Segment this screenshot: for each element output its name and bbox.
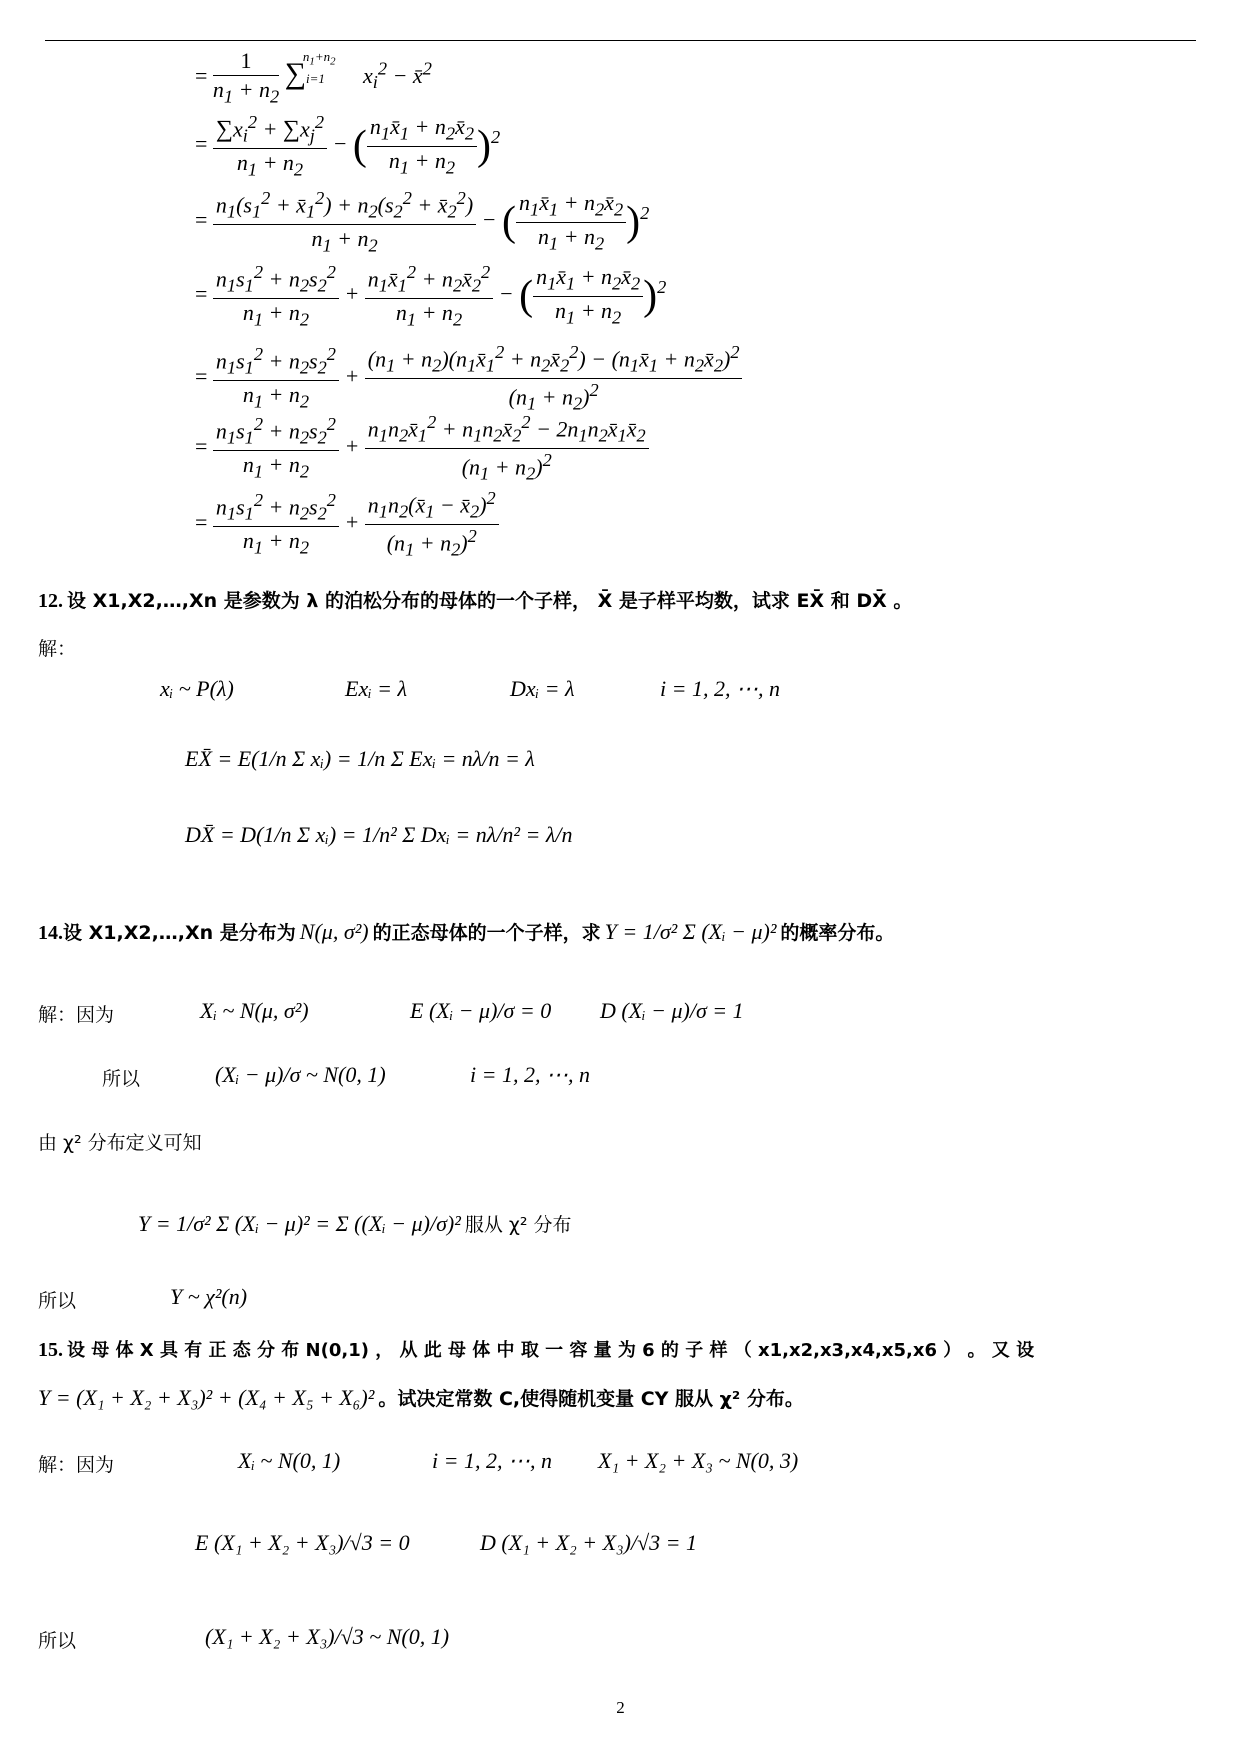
q12-line1-d: i = 1, 2, ⋯, n [660,676,780,701]
q14-because: 解：因为 [38,1004,115,1026]
q15-l2a: E (X₁ + X₂ + X₃)/√3 = 0 [195,1530,410,1555]
q15-so: 所以 [38,1630,77,1652]
derivation-line-3: = $\frac{n_1(s_1^2 + x̄_1^2) + n_2(s_2^2 + x̄_2^2)}{n_1 + n_2}$ − ( $\frac{n_1x̄_1 + n_2x̄_2}{n_1 + n_2}$ )$^2$ [195,188,650,256]
derivation-line-2: = $\frac{\sum x_i^2 + \sum x_j^2}{n_1 + n_2}$ − ( $\frac{n_1x̄_1 + n_2x̄_2}{n_1 + n_2}$ )$^2$ [195,112,501,180]
q14-l4: Y ~ χ²(n) [170,1284,248,1309]
header-rule [45,40,1196,41]
q14-l3: Y = 1/σ² Σ (Xᵢ − μ)² = Σ ((Xᵢ − μ)/σ)² 服从 χ² 分布 [138,1211,572,1236]
q12-line1-a: xᵢ ~ P(λ) [160,676,234,701]
q14-statement: 14.设 X1,X2,…,Xn 是分布为 N(μ, σ²) 的正态母体的一个子样，求 Y = 1/σ² Σ (Xᵢ − μ)² 的概率分布。 [38,919,895,944]
q14-l1b: E (Xᵢ − μ)/σ = 0 [410,998,552,1023]
q15-because: 解：因为 [38,1454,115,1476]
q14-l1c: D (Xᵢ − μ)/σ = 1 [600,998,744,1023]
q15-l3: (X₁ + X₂ + X₃)/√3 ~ N(0, 1) [205,1624,450,1649]
derivation-line-5: = $\frac{n_1s_1^2 + n_2s_2^2}{n_1 + n_2}$ + $\frac{(n_1 + n_2)(n_1x̄_1^2 + n_2x̄_2^2) - (n_1x̄_1 + n_2x̄_2)^2}{(n_1 + n_2)^2}$ [195,342,742,414]
q12-line1-b: Exᵢ = λ [345,676,408,701]
q12-solution-label: 解： [38,638,77,660]
q15-l1c: X₁ + X₂ + X₃ ~ N(0, 3) [598,1448,799,1473]
q14-so2: 所以 [38,1290,77,1312]
q15-l2b: D (X₁ + X₂ + X₃)/√3 = 1 [480,1530,698,1555]
q15-l1b: i = 1, 2, ⋯, n [432,1448,552,1473]
q14-l2a: (Xᵢ − μ)/σ ~ N(0, 1) [215,1062,386,1087]
q14-so: 所以 [102,1068,141,1090]
derivation-line-6: = $\frac{n_1s_1^2 + n_2s_2^2}{n_1 + n_2}$ + $\frac{n_1n_2x̄_1^2 + n_1n_2x̄_2^2 - 2n_1n_2x̄_1x̄_2}{(n_1 + n_2)^2}$ [195,412,649,484]
page-number: 2 [616,1698,625,1717]
q12-line2: EX̄ = E(1/n Σ xᵢ) = 1/n Σ Exᵢ = nλ/n = λ [185,746,535,771]
derivation-line-4: = $\frac{n_1s_1^2 + n_2s_2^2}{n_1 + n_2}$ + $\frac{n_1x̄_1^2 + n_2x̄_2^2}{n_1 + n_2}$ − ( $\frac{n_1x̄_1 + n_2x̄_2}{n_1 + n_2}$ )$^2$ [195,262,667,330]
derivation-line-1: = $\frac{1}{n_1 + n_2}$ $\sum i=1^{n_1+n_2}$ $x_i^2$ − x̄$^2$ [195,48,432,107]
q12-line3: DX̄ = D(1/n Σ xᵢ) = 1/n² Σ Dxᵢ = nλ/n² = λ/n [185,822,573,847]
q14-l2b: i = 1, 2, ⋯, n [470,1062,590,1087]
q14-l1a: Xᵢ ~ N(μ, σ²) [200,998,309,1023]
q15-l1a: Xᵢ ~ N(0, 1) [238,1448,341,1473]
derivation-line-7: = $\frac{n_1s_1^2 + n_2s_2^2}{n_1 + n_2}$ + $\frac{n_1n_2(x̄_1 - x̄_2)^2}{(n_1 + n_2)^2}$ [195,488,499,560]
q14-chi-def: 由 χ² 分布定义可知 [38,1132,202,1154]
q15-statement-line2: Y = (X₁ + X₂ + X₃)² + (X₄ + X₅ + X₆)² 。试决定常数 C,使得随机变量 CY 服从 χ² 分布。 [38,1385,804,1410]
q12-line1-c: Dxᵢ = λ [510,676,575,701]
q15-statement-line1: 15. 设 母 体 X 具 有 正 态 分 布 N(0,1) ， 从 此 母 体 中 取 一 容 量 为 6 的 子 样 （ x1,x2,x3,x4,x5,x6 ） 。 又 设 [38,1339,1035,1361]
q12-statement: 12. 设 X1,X2,…,Xn 是参数为 λ 的泊松分布的母体的一个子样， X̄ 是子样平均数，试求 EX̄ 和 DX̄ 。 [38,590,913,612]
